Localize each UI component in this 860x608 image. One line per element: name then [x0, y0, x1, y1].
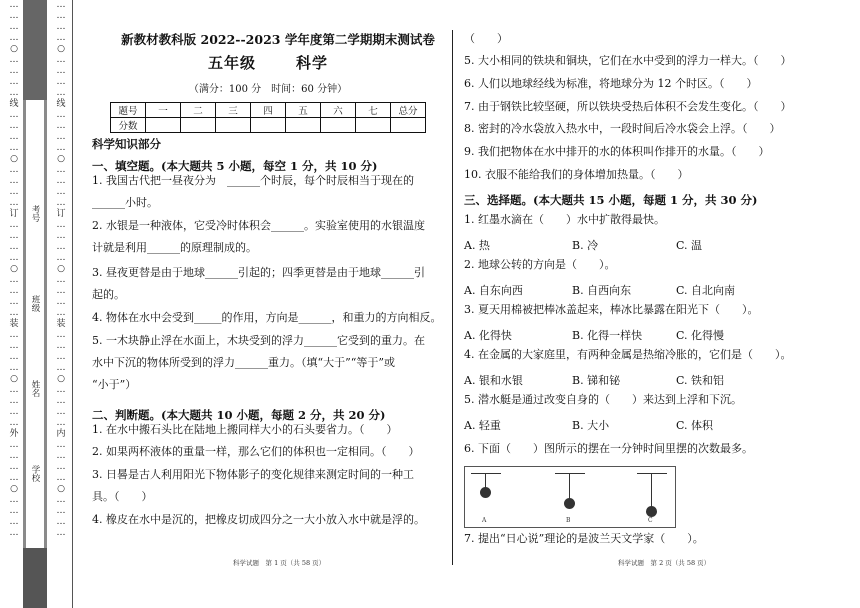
school-label: 学校: [30, 465, 40, 482]
footer-left: 科学试题 第 1 页（共 58 页）: [233, 559, 326, 567]
choice-option: C. 铁和铝: [676, 374, 725, 387]
choice-option: C. 体积: [676, 419, 714, 432]
section-judge-title: 二、判断题。(本大题共 10 小题，每题 2 分，共 20 分): [92, 408, 386, 422]
judge-question-line: 7. 由于钢铁比较坚硬，所以铁块受热后体积不会发生变化。（ ）: [464, 100, 792, 113]
score-table-header-row: [111, 103, 426, 118]
score-cell: 一: [146, 103, 181, 118]
score-cell: [146, 118, 181, 133]
class-label: 班级: [30, 295, 40, 312]
judge-question-line: 9. 我们把物体在水中排开的水的体积叫作排开的水量。（ ）: [464, 145, 770, 158]
fill-question-line: 起的。: [92, 288, 125, 301]
judge-question-line: 3. 日晷是古人利用阳光下物体影子的变化规律来测定时间的一种工: [92, 468, 414, 481]
choice-option: B. 大小: [572, 419, 610, 432]
score-cell: 六: [321, 103, 356, 118]
footer-right: 科学试题 第 2 页（共 58 页）: [618, 559, 711, 567]
score-cell: 题号: [111, 103, 146, 118]
question-7: 7. 提出“日心说”理论的是波兰天文学家（ ）。: [464, 532, 704, 545]
judge-question-line: 5. 大小相同的铁块和铜块，它们在水中受到的浮力一样大。（ ）: [464, 54, 792, 67]
page-divider: [452, 30, 453, 565]
pendulum-a: [471, 467, 531, 527]
fill-question-line: 3. 昼夜更替是由于地球______引起的；四季更替是由于地球______引: [92, 266, 425, 279]
pendulum-label: C: [648, 517, 653, 524]
choice-option: B. 自西向东: [572, 284, 632, 297]
score-table: [110, 102, 426, 133]
choice-option: C. 化得慢: [676, 329, 725, 342]
score-cell: [181, 118, 216, 133]
choice-question: 4. 在金属的大家庭里，有两种金属是热缩冷胀的，它们是（ ）。: [464, 348, 792, 361]
score-cell: [216, 118, 251, 133]
choice-option: A. 轻重: [464, 419, 501, 432]
binding-dotted-line-inner: … … … … ○ … … … … 线 … … … … ○ … … … … 订 … … … … ○ … … … … 装 … … … … ○ … … … … 内 … … … … ○ … … … …: [56, 0, 66, 538]
score-cell: [286, 118, 321, 133]
choice-question: 5. 潜水艇是通过改变自身的（ ）来达到上浮和下沉。: [464, 393, 742, 406]
exam-subtitle: [88, 52, 448, 73]
choice-option: A. 化得快: [464, 329, 512, 342]
pendulum-bob: [480, 487, 491, 498]
page-frame-line: [72, 0, 73, 608]
page-left: [88, 0, 448, 608]
choice-option: B. 锑和铋: [572, 374, 621, 387]
fill-question-line: 计就是利用______的原理制成的。: [92, 241, 257, 254]
part-title: 科学知识部分: [92, 137, 161, 151]
choice-question: 2. 地球公转的方向是（ ）。: [464, 258, 616, 271]
score-cell: 四: [251, 103, 286, 118]
score-cell: [251, 118, 286, 133]
pendulum-b: [555, 467, 615, 527]
fill-question-line: 水中下沉的物体所受到的浮力______重力。（填“大于”“等于”或: [92, 356, 395, 369]
choice-question: 3. 夏天用棉被把棒冰盖起来，棒冰比暴露在阳光下（ ）。: [464, 303, 759, 316]
score-cell: 总分: [391, 103, 426, 118]
choice-option: A. 自东向西: [464, 284, 523, 297]
score-cell: 七: [356, 103, 391, 118]
score-cell: 五: [286, 103, 321, 118]
grade: 五年级: [207, 54, 256, 72]
judge-question-line: 4. 橡皮在水中是沉的，把橡皮切成四分之一大小放入水中就是浮的。: [92, 513, 425, 526]
choice-option: A. 银和水银: [464, 374, 523, 387]
judge-question-line: 10. 衣服不能给我们的身体增加热量。（ ）: [464, 168, 689, 181]
section-fill-title: 一、填空题。(本大题共 5 小题，每空 1 分，共 10 分): [92, 159, 378, 173]
pendulum-figure: [464, 466, 676, 528]
question-6: 6. 下面（ ）图所示的摆在一分钟时间里摆的次数最多。: [464, 442, 753, 455]
score-cell: [391, 118, 426, 133]
choice-option: C. 温: [676, 239, 703, 252]
judge-question-line: 具。（ ）: [92, 490, 153, 503]
fill-question-line: ______小时。: [92, 196, 158, 209]
judge-question-line: 2. 如果两杯液体的重量一样，那么它们的体积也一定相同。（ ）: [92, 445, 420, 458]
judge-question-line: 8. 密封的冷水袋放入热水中，一段时间后冷水袋会上浮。（ ）: [464, 122, 781, 135]
section-choice-title: 三、选择题。(本大题共 15 小题，每题 1 分，共 30 分): [464, 193, 758, 207]
score-info: （满分：100 分 时间：60 分钟）: [188, 84, 348, 95]
subject: 科学: [296, 54, 329, 72]
judge-question-line: 1. 在水中搬石头比在陆地上搬同样大小的石头要省力。（ ）: [92, 423, 398, 436]
binding-strip: [0, 0, 72, 608]
choice-option: B. 冷: [572, 239, 599, 252]
score-cell: 三: [216, 103, 251, 118]
choice-question: 1. 红墨水滴在（ ）水中扩散得最快。: [464, 213, 665, 226]
score-table-score-row: [111, 118, 426, 133]
fill-question-line: 2. 水银是一种液体，它受冷时体积会______。实验室使用的水银温度: [92, 219, 425, 232]
pendulum-label: A: [482, 517, 487, 524]
fill-question-line: 1. 我国古代把一昼夜分为 ______个时辰，每个时辰相当于现在的: [92, 174, 414, 187]
name-label: 姓名: [30, 380, 40, 397]
judge-question-line: （ ）: [464, 32, 508, 45]
fill-question-line: “小于”）: [92, 378, 137, 391]
fill-question-line: 4. 物体在水中会受到_____的作用，方向是______，和重力的方向相反。: [92, 311, 442, 324]
score-cell: [356, 118, 391, 133]
exam-title: 新教材教科版 2022--2023 学年度第二学期期末测试卷: [121, 32, 435, 47]
choice-option: B. 化得一样快: [572, 329, 643, 342]
score-cell: 分数: [111, 118, 146, 133]
score-cell: 二: [181, 103, 216, 118]
pendulum-bob: [646, 506, 657, 517]
student-id-label: 考号: [30, 205, 40, 222]
pendulum-bob: [564, 498, 575, 509]
choice-option: A. 热: [464, 239, 490, 252]
pendulum-c: [637, 467, 697, 527]
pendulum-label: B: [566, 517, 571, 524]
score-cell: [321, 118, 356, 133]
choice-option: C. 自北向南: [676, 284, 736, 297]
judge-question-line: 6. 人们以地球经线为标准，将地球分为 12 个时区。（ ）: [464, 77, 758, 90]
fill-question-line: 5. 一木块静止浮在水面上，木块受到的浮力______它受到的重力。在: [92, 334, 425, 347]
binding-dotted-line-outer: … … … … ○ … … … … 线 … … … … ○ … … … … 订 … … … … ○ … … … … 装 … … … … ○ … … … … 外 … … … … ○ … … … …: [9, 0, 19, 538]
